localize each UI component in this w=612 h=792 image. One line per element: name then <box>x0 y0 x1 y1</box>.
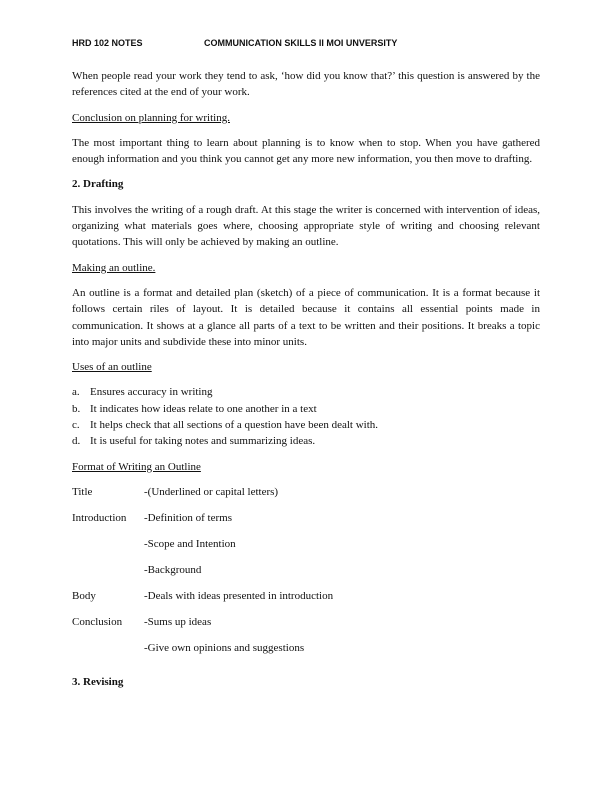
drafting-heading: 2. Drafting <box>72 178 124 191</box>
outline-row <box>72 536 540 562</box>
document-body <box>72 68 540 699</box>
list-item <box>72 384 540 400</box>
intro-paragraph: When people read your work they tend to ask, ‘how did you know that?’ this question is answered by the references cited at the end of your work. <box>72 70 540 99</box>
header-course-title: COMMUNICATION SKILLS II MOI UNVERSITY <box>204 38 398 48</box>
list-item <box>72 417 540 433</box>
list-text: It helps check that all sections of a question have been dealt with. <box>90 419 379 432</box>
page-header <box>72 38 398 48</box>
making-outline-text: An outline is a format and detailed plan (sketch) of a piece of communication. It is a format because it follows certain riles of layout. It is detailed because it contains all essential points made in communication. It shows at a glance all parts of a text to be written and their positions. It breaks a topic into major units and subdivide these into minor units. <box>72 286 540 348</box>
outline-value: -Sums up ideas <box>144 615 212 628</box>
format-outline-title: Format of Writing an Outline <box>72 460 201 473</box>
uses-outline-list <box>72 384 540 449</box>
header-course-code: HRD 102 NOTES <box>72 38 143 48</box>
outline-row <box>72 614 540 640</box>
list-marker: c. <box>72 419 80 432</box>
uses-outline-title: Uses of an outline <box>72 361 152 374</box>
outline-row <box>72 588 540 614</box>
format-outline-table <box>72 484 540 666</box>
outline-label: Conclusion <box>72 615 123 628</box>
drafting-text: This involves the writing of a rough draft. At this stage the writer is concerned with intervention of ideas, organizing what materials goes where, choosing appropriate style of writing and choosing relevant quotations. This will only be achieved by making an outline. <box>72 203 540 249</box>
outline-value: -Scope and Intention <box>144 537 236 550</box>
outline-row <box>72 484 540 510</box>
list-marker: d. <box>72 435 81 448</box>
outline-row <box>72 510 540 536</box>
outline-label: Introduction <box>72 511 127 524</box>
outline-value: -Definition of terms <box>144 511 232 524</box>
outline-value: -(Underlined or capital letters) <box>144 485 279 498</box>
conclusion-planning-text: The most important thing to learn about planning is to know when to stop. When you have gathered enough information and you think you cannot get any more new information, you then move to drafting. <box>72 136 540 166</box>
outline-value: -Background <box>144 563 202 576</box>
list-item <box>72 401 540 417</box>
outline-row <box>72 640 540 666</box>
making-outline-title: Making an outline. <box>72 261 156 274</box>
outline-row <box>72 562 540 588</box>
list-marker: b. <box>72 402 81 415</box>
outline-label: Title <box>72 485 93 498</box>
list-text: Ensures accuracy in writing <box>90 386 213 399</box>
list-item <box>72 433 540 449</box>
list-marker: a. <box>72 386 80 399</box>
outline-value: -Deals with ideas presented in introduction <box>144 589 334 602</box>
outline-label: Body <box>72 589 96 602</box>
conclusion-planning-title: Conclusion on planning for writing. <box>72 111 230 124</box>
outline-value: -Give own opinions and suggestions <box>144 641 305 654</box>
list-text: It indicates how ideas relate to one another in a text <box>90 402 317 415</box>
revising-heading: 3. Revising <box>72 675 124 688</box>
list-text: It is useful for taking notes and summarizing ideas. <box>90 435 316 448</box>
